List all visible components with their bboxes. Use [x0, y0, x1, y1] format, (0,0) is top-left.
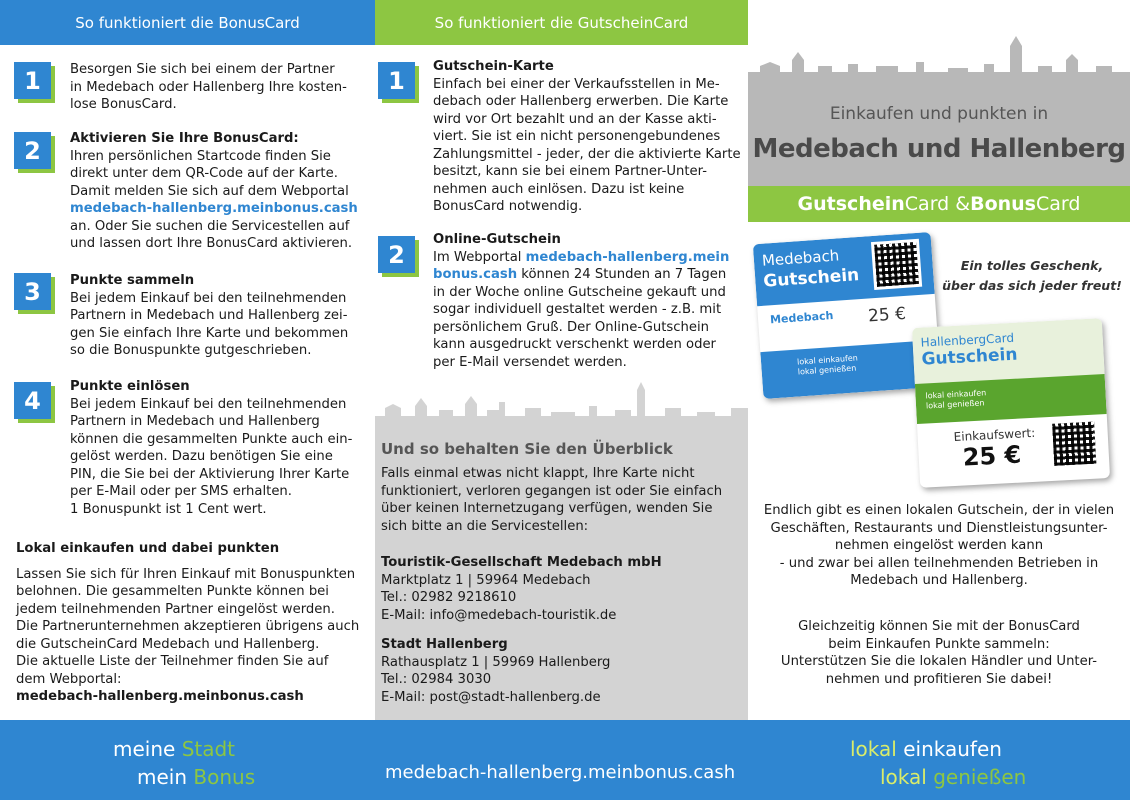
- gutschein-step-1-text: Gutschein-Karte Einfach bei einer der Verkaufsstellen in Me- debach oder Hallenberg erwerben. Die Karte wird vor Ort bezahlt und an der Kasse akti- viert. Sie ist ein nicht personengebundenes Zahlungsmittel - jeder, der die aktivierte Karte besitzt, kann sie bei einem Partner-Unter- nehmen auch einlösen. Dazu ist keine BonusCard notwendig.: [433, 59, 741, 214]
- online-webportal-link[interactable]: medebach-hallenberg.mein: [525, 249, 730, 265]
- cover-subtitle: Einkaufen und punkten in: [829, 104, 1049, 124]
- footer-slogan-left: meine Stadt mein Bonus: [113, 737, 256, 789]
- qr-code-icon: [1049, 419, 1099, 469]
- cover-green-bar: Gutschein Card & Bonus Card: [748, 186, 1130, 222]
- online-webportal-link-cont[interactable]: bonus.cash: [433, 267, 518, 282]
- step-number-badge: 2: [14, 132, 55, 173]
- medebach-logo: Medebach: [769, 308, 834, 327]
- webportal-link-bold[interactable]: medebach-hallenberg.meinbonus.cash: [16, 689, 304, 704]
- bonus-step-2-text: Aktivieren Sie Ihre BonusCard: Ihren persönlichen Startcode finden Sie direkt unter dem QR-Code auf der Karte. Damit melden Sie sich auf dem Webportal medebach-hallenberg.meinbonus.cash an. Oder Sie suchen die Servicestellen auf und lassen dort Ihre BonusCard aktivieren.: [70, 131, 358, 251]
- gift-tagline: Ein tolles Geschenk, über das sich jeder freut!: [942, 258, 1122, 293]
- footer-slogan-right: lokal einkaufen lokal genießen: [850, 737, 1027, 789]
- contact-medebach: Touristik-Gesellschaft Medebach mbH Marktplatz 1 | 59964 Medebach Tel.: 02982 9218610 E-Mail: info@medebach-touristik.de: [381, 555, 662, 623]
- cover-title: Medebach und Hallenberg: [752, 134, 1126, 164]
- bonuscard-column: [0, 0, 375, 720]
- lokal-section: Lokal einkaufen und dabei punkten Lassen Sie sich für Ihren Einkauf mit Bonuspunkten belohnen. Die gesammelten Punkte können bei jedem teilnehmenden Partner eingelöst werden. Die Partnerunternehmen akzeptieren übrigens auch die GutscheinCard Medebach und Hallenberg. Die aktuelle Liste der Teilnehmer finden Sie auf dem Webportal: medebach-hallenberg.meinbonus.cash: [16, 540, 366, 706]
- qr-code-icon: [871, 239, 922, 290]
- gutscheincard-header: So funktioniert die GutscheinCard: [375, 0, 748, 45]
- town-skyline-graphic: [375, 376, 748, 432]
- cover-paragraph-2: Gleichzeitig können Sie mit der BonusCard beim Einkaufen Punkte sammeln: Unterstützen Sie die lokalen Händler und Unter- nehmen und profitieren Sie dabei!: [780, 619, 1098, 687]
- contact-email-link[interactable]: E-Mail: info@medebach-touristik.de: [381, 607, 617, 623]
- gutscheincard-column: [375, 0, 748, 720]
- webportal-link[interactable]: medebach-hallenberg.meinbonus.cash: [70, 201, 358, 216]
- bonus-step-3-text: Punkte sammeln Bei jedem Einkauf bei den teilnehmenden Partnern in Medebach und Hallenberg zei- gen Sie einfach Ihre Karte und bekommen so die Bonuspunkte gutgeschrieben.: [70, 273, 349, 358]
- step-number-badge: 1: [14, 62, 55, 103]
- step-number-badge: 1: [378, 62, 419, 103]
- bonuscard-header: So funktioniert die BonusCard: [0, 0, 375, 45]
- bonus-step-4-text: Punkte einlösen Bei jedem Einkauf bei den teilnehmenden Partnern in Medebach und Hallenberg können die gesammelten Punkte auch ein- gelöst werden. Dazu benötigen Sie eine PIN, die Sie bei der Aktivierung Ihrer Karte per E-Mail oder per SMS erhalten. 1 Bonuspunkt ist 1 Cent wert.: [70, 379, 353, 517]
- hallenberg-gutschein-card-image: HallenbergCard Gutschein lokal einkaufen lokal genießen Einkaufswert: 25 €: [912, 318, 1110, 488]
- step-number-badge: 3: [14, 273, 55, 314]
- bonus-step-1-text: Besorgen Sie sich bei einem der Partner in Medebach oder Hallenberg Ihre kosten- lose BonusCard.: [70, 62, 347, 112]
- medebach-gutschein-card-image: Medebach Gutschein Medebach 25 € lokal einkaufen lokal genießen: [753, 232, 941, 399]
- footer-bar: [0, 720, 1130, 800]
- gutschein-step-2-text: Online-Gutschein Im Webportal medebach-hallenberg.mein bonus.cash können 24 Stunden an 7 Tagen in der Woche online Gutscheine gekauft und sogar individuell gestaltet werden - z.B. mit persönlichem Gruß. Der Online-Gutschein kann ausgedruckt verschenkt werden oder per E-Mail versendet werden.: [433, 232, 730, 370]
- cover-column: [748, 0, 1130, 720]
- footer-website-link[interactable]: medebach-hallenberg.meinbonus.cash: [385, 762, 736, 783]
- step-number-badge: 2: [378, 236, 419, 277]
- overview-intro: Falls einmal etwas nicht klappt, Ihre Karte nicht funktioniert, verloren gegangen ist oder Sie einfach über keinen Internetzugang verfügen, wenden Sie sich bitte an die Servicestellen:: [381, 466, 723, 534]
- step-number-badge: 4: [14, 382, 55, 423]
- overview-box: Und so behalten Sie den Überblick Falls einmal etwas nicht klappt, Ihre Karte nicht funktioniert, verloren gegangen ist oder Sie einfach über keinen Internetzugang verfügen, wenden Sie sich bitte an die Servicestellen: Touristik-Gesellschaft Medebach mbH Marktplatz 1 | 59964 Medebach Tel.: 02982 9218610 E-Mail: info@medebach-touristik.de Stadt Hallenberg Rathausplatz 1 | 59969 Hallenberg Tel.: 02984 3030 E-Mail: post@stadt-hallenberg.de: [375, 430, 748, 720]
- cover-paragraph-1: Endlich gibt es einen lokalen Gutschein, der in vielen Geschäften, Restaurants und Dienstleistungsunter- nehmen eingelöst werden kann - und zwar bei allen teilnehmenden Betrieben in Medebach und Hallenberg.: [763, 503, 1115, 588]
- town-skyline-graphic: [748, 36, 1130, 90]
- contact-email-link[interactable]: E-Mail: post@stadt-hallenberg.de: [381, 689, 601, 705]
- contact-hallenberg: Stadt Hallenberg Rathausplatz 1 | 59969 Hallenberg Tel.: 02984 3030 E-Mail: post@stadt-hallenberg.de: [381, 637, 611, 705]
